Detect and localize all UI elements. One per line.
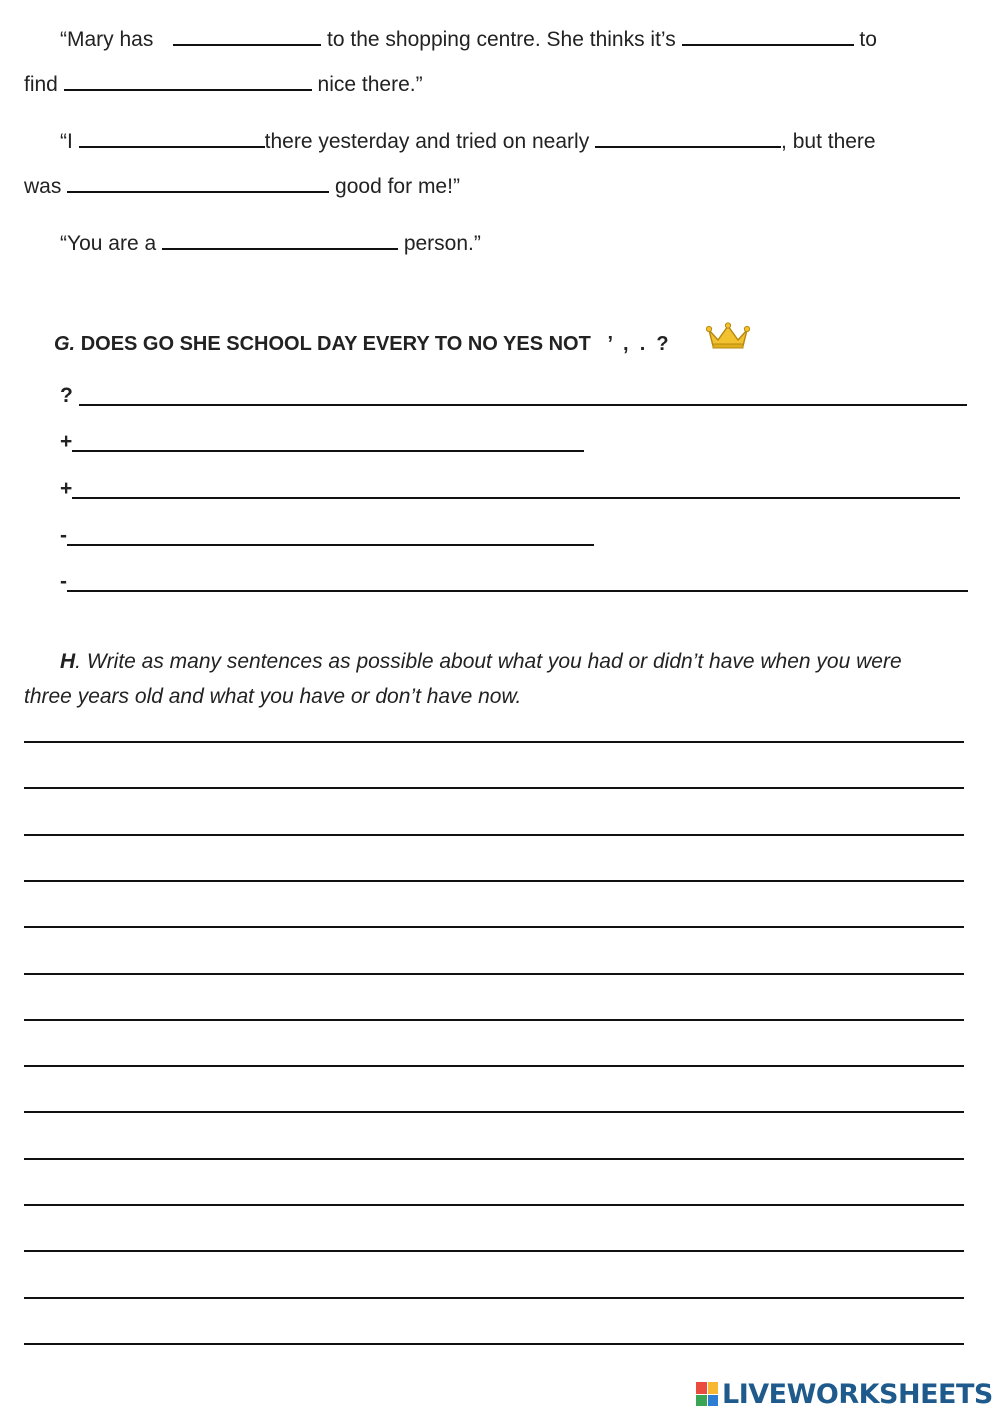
- answer-blank-5[interactable]: [67, 572, 968, 592]
- dialogue-line-5: [60, 230, 481, 258]
- writing-line[interactable]: [24, 834, 964, 836]
- exercise-g-words: DOES GO SHE SCHOOL DAY EVERY TO NO YES NOT ’ , . ?: [80, 333, 669, 355]
- logo-mark-icon: [696, 1382, 718, 1406]
- writing-line[interactable]: [24, 1158, 964, 1160]
- exercise-h-text-1: . Write as many sentences as possible about what you had or didn’t have when you were: [75, 650, 902, 673]
- line1-text-b: to the shopping centre. She thinks it’s: [327, 28, 676, 51]
- dialogue-line-3: [60, 128, 876, 156]
- answer-line-positive-1[interactable]: [60, 428, 584, 456]
- answer-blank-1[interactable]: [79, 386, 967, 406]
- line2-text-a: find: [24, 73, 58, 96]
- writing-line[interactable]: [24, 973, 964, 975]
- answer-line-positive-2[interactable]: [60, 475, 960, 503]
- line2-text-b: nice there.”: [317, 73, 423, 96]
- blank-input-5[interactable]: [595, 128, 781, 148]
- writing-line[interactable]: [24, 1065, 964, 1067]
- line5-text-a: “You are a: [60, 232, 157, 255]
- writing-line[interactable]: [24, 1250, 964, 1252]
- line3-text-b: there yesterday and tried on nearly: [264, 130, 590, 153]
- writing-line[interactable]: [24, 1111, 964, 1113]
- writing-line[interactable]: [24, 1204, 964, 1206]
- line4-text-b: good for me!”: [335, 175, 460, 198]
- exercise-h-text-2: three years old and what you have or don’t have now.: [24, 685, 522, 708]
- answer-blank-2[interactable]: [72, 432, 584, 452]
- writing-line[interactable]: [24, 787, 964, 789]
- answer-symbol-1: ?: [60, 384, 73, 407]
- answer-blank-3[interactable]: [72, 479, 960, 499]
- line1-text-a: “Mary has: [60, 28, 154, 51]
- exercise-g-heading: [54, 330, 669, 358]
- line5-text-b: person.”: [403, 232, 481, 255]
- blank-input-2[interactable]: [682, 26, 854, 46]
- blank-input-7[interactable]: [162, 230, 398, 250]
- dialogue-line-2: [24, 71, 423, 99]
- liveworksheets-logo: [696, 1378, 993, 1410]
- exercise-h-instruction-2: [24, 683, 521, 711]
- writing-line[interactable]: [24, 926, 964, 928]
- dialogue-line-1: [60, 26, 877, 54]
- writing-line[interactable]: [24, 1343, 964, 1345]
- exercise-g-letter: G.: [54, 333, 76, 355]
- line3-text-a: “I: [60, 130, 73, 153]
- exercise-h-letter: H: [60, 650, 76, 673]
- logo-text: LIVEWORKSHEETS: [722, 1378, 993, 1410]
- blank-input-3[interactable]: [64, 71, 312, 91]
- answer-line-question[interactable]: [60, 382, 967, 410]
- blank-input-4[interactable]: [79, 128, 265, 148]
- dialogue-line-4: [24, 173, 460, 201]
- answer-symbol-5: -: [60, 570, 67, 593]
- line1-text-c: to: [859, 28, 877, 51]
- writing-line[interactable]: [24, 1019, 964, 1021]
- writing-line[interactable]: [24, 880, 964, 882]
- answer-symbol-3: +: [60, 477, 73, 500]
- answer-symbol-2: +: [60, 430, 73, 453]
- crown-icon: [706, 322, 750, 350]
- line3-text-c: , but there: [781, 130, 876, 153]
- writing-line[interactable]: [24, 1297, 964, 1299]
- answer-line-negative-2[interactable]: [60, 568, 968, 596]
- blank-input-6[interactable]: [67, 173, 329, 193]
- answer-line-negative-1[interactable]: [60, 522, 594, 550]
- blank-input-1[interactable]: [173, 26, 321, 46]
- writing-line[interactable]: [24, 741, 964, 743]
- answer-symbol-4: -: [60, 524, 67, 547]
- line4-text-a: was: [24, 175, 62, 198]
- exercise-h-instruction-1: [60, 648, 902, 676]
- answer-blank-4[interactable]: [67, 526, 594, 546]
